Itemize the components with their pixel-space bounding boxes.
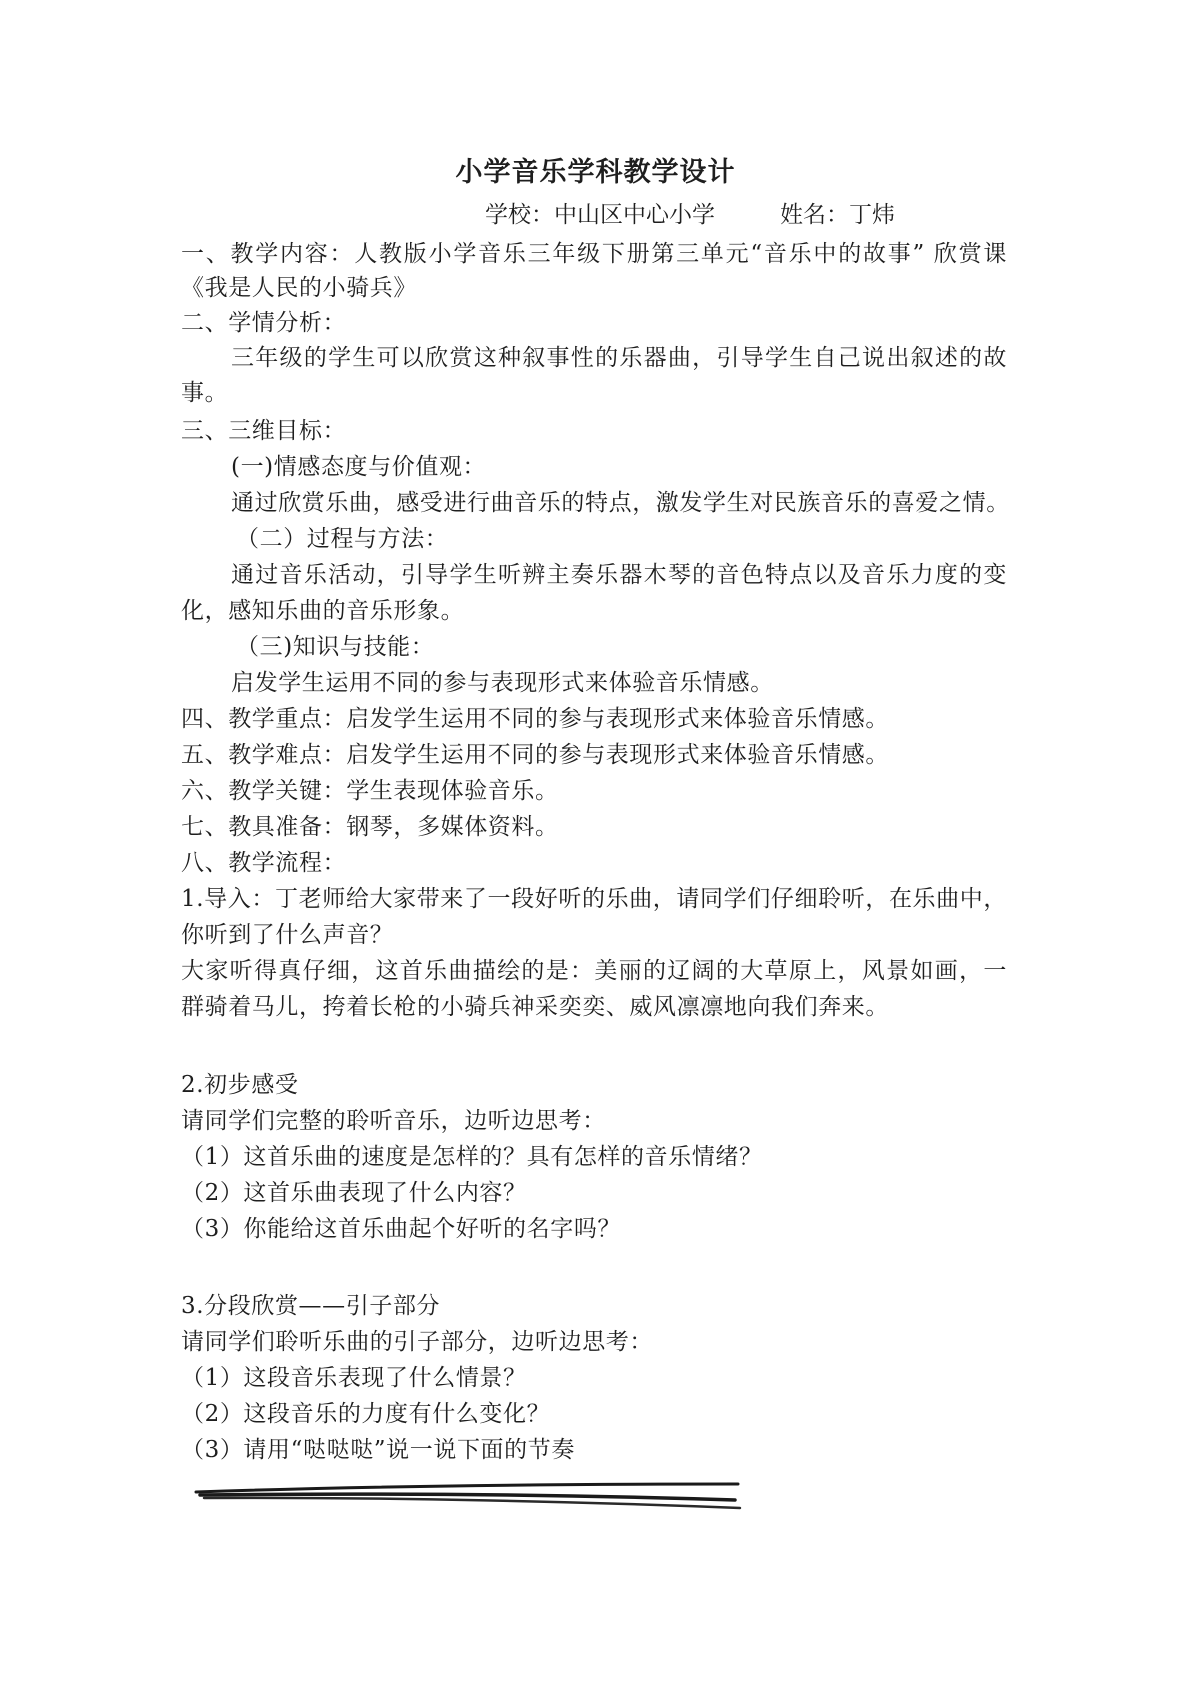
paragraph-line: 你听到了什么声音？ xyxy=(181,922,394,948)
paragraph-line: 请同学们完整的聆听音乐，边听边思考： xyxy=(181,1108,606,1134)
subsection-heading: （二）过程与方法： xyxy=(236,526,449,552)
paragraph-line: 启发学生运用不同的参与表现形式来体验音乐情感。 xyxy=(231,670,774,696)
teacher-name-field: 姓名：丁炜 xyxy=(780,202,895,228)
paragraph-line: 通过欣赏乐曲，感受进行曲音乐的特点，激发学生对民族音乐的喜爱之情。 xyxy=(231,490,1010,516)
page-title: 小学音乐学科教学设计 xyxy=(455,157,736,188)
subsection-heading: （三)知识与技能： xyxy=(236,634,435,660)
question-item: （1）这首乐曲的速度是怎样的？具有怎样的音乐情绪？ xyxy=(181,1144,763,1170)
section-heading: 五、教学难点：启发学生运用不同的参与表现形式来体验音乐情感。 xyxy=(181,742,889,768)
question-item: （3）你能给这首乐曲起个好听的名字吗？ xyxy=(181,1216,622,1242)
paragraph-line: 事。 xyxy=(181,380,229,406)
pen-strokes-decoration xyxy=(190,1470,750,1520)
section-heading: 三、三维目标： xyxy=(181,418,347,444)
paragraph-line: 大家听得真仔细，这首乐曲描绘的是：美丽的辽阔的大草原上，风景如画，一 xyxy=(181,958,1007,984)
question-item: （1）这段音乐表现了什么情景？ xyxy=(181,1365,527,1391)
section-heading: 二、学情分析： xyxy=(181,310,347,336)
song-title-line: 《我是人民的小骑兵》 xyxy=(181,275,417,301)
section-heading: 四、教学重点：启发学生运用不同的参与表现形式来体验音乐情感。 xyxy=(181,706,889,732)
school-field: 学校：中山区中心小学 xyxy=(485,202,715,228)
step-heading: 2.初步感受 xyxy=(181,1072,299,1098)
paragraph-line: 三年级的学生可以欣赏这种叙事性的乐器曲，引导学生自己说出叙述的故 xyxy=(231,345,1007,371)
paragraph-line: 1.导入：丁老师给大家带来了一段好听的乐曲，请同学们仔细聆听，在乐曲中， xyxy=(181,886,1007,912)
question-item: （2）这首乐曲表现了什么内容？ xyxy=(181,1180,527,1206)
section-heading: 六、教学关键：学生表现体验音乐。 xyxy=(181,778,559,804)
question-item: （2）这段音乐的力度有什么变化？ xyxy=(181,1401,551,1427)
paragraph-line: 群骑着马儿，挎着长枪的小骑兵神采奕奕、威风凛凛地向我们奔来。 xyxy=(181,994,889,1020)
question-item: （3）请用“哒哒哒”说一说下面的节奏 xyxy=(181,1437,575,1463)
subsection-heading: (一)情感态度与价值观： xyxy=(231,454,487,480)
paragraph-line: 通过音乐活动，引导学生听辨主奏乐器木琴的音色特点以及音乐力度的变 xyxy=(231,562,1007,588)
paragraph-line: 化，感知乐曲的音乐形象。 xyxy=(181,598,465,624)
section-heading: 七、教具准备：钢琴，多媒体资料。 xyxy=(181,814,559,840)
paragraph-line: 请同学们聆听乐曲的引子部分，边听边思考： xyxy=(181,1329,653,1355)
step-heading: 3.分段欣赏——引子部分 xyxy=(181,1293,441,1319)
section-heading: 八、教学流程： xyxy=(181,850,347,876)
teaching-content-line: 一、教学内容：人教版小学音乐三年级下册第三单元“音乐中的故事” 欣赏课 xyxy=(181,241,1007,267)
